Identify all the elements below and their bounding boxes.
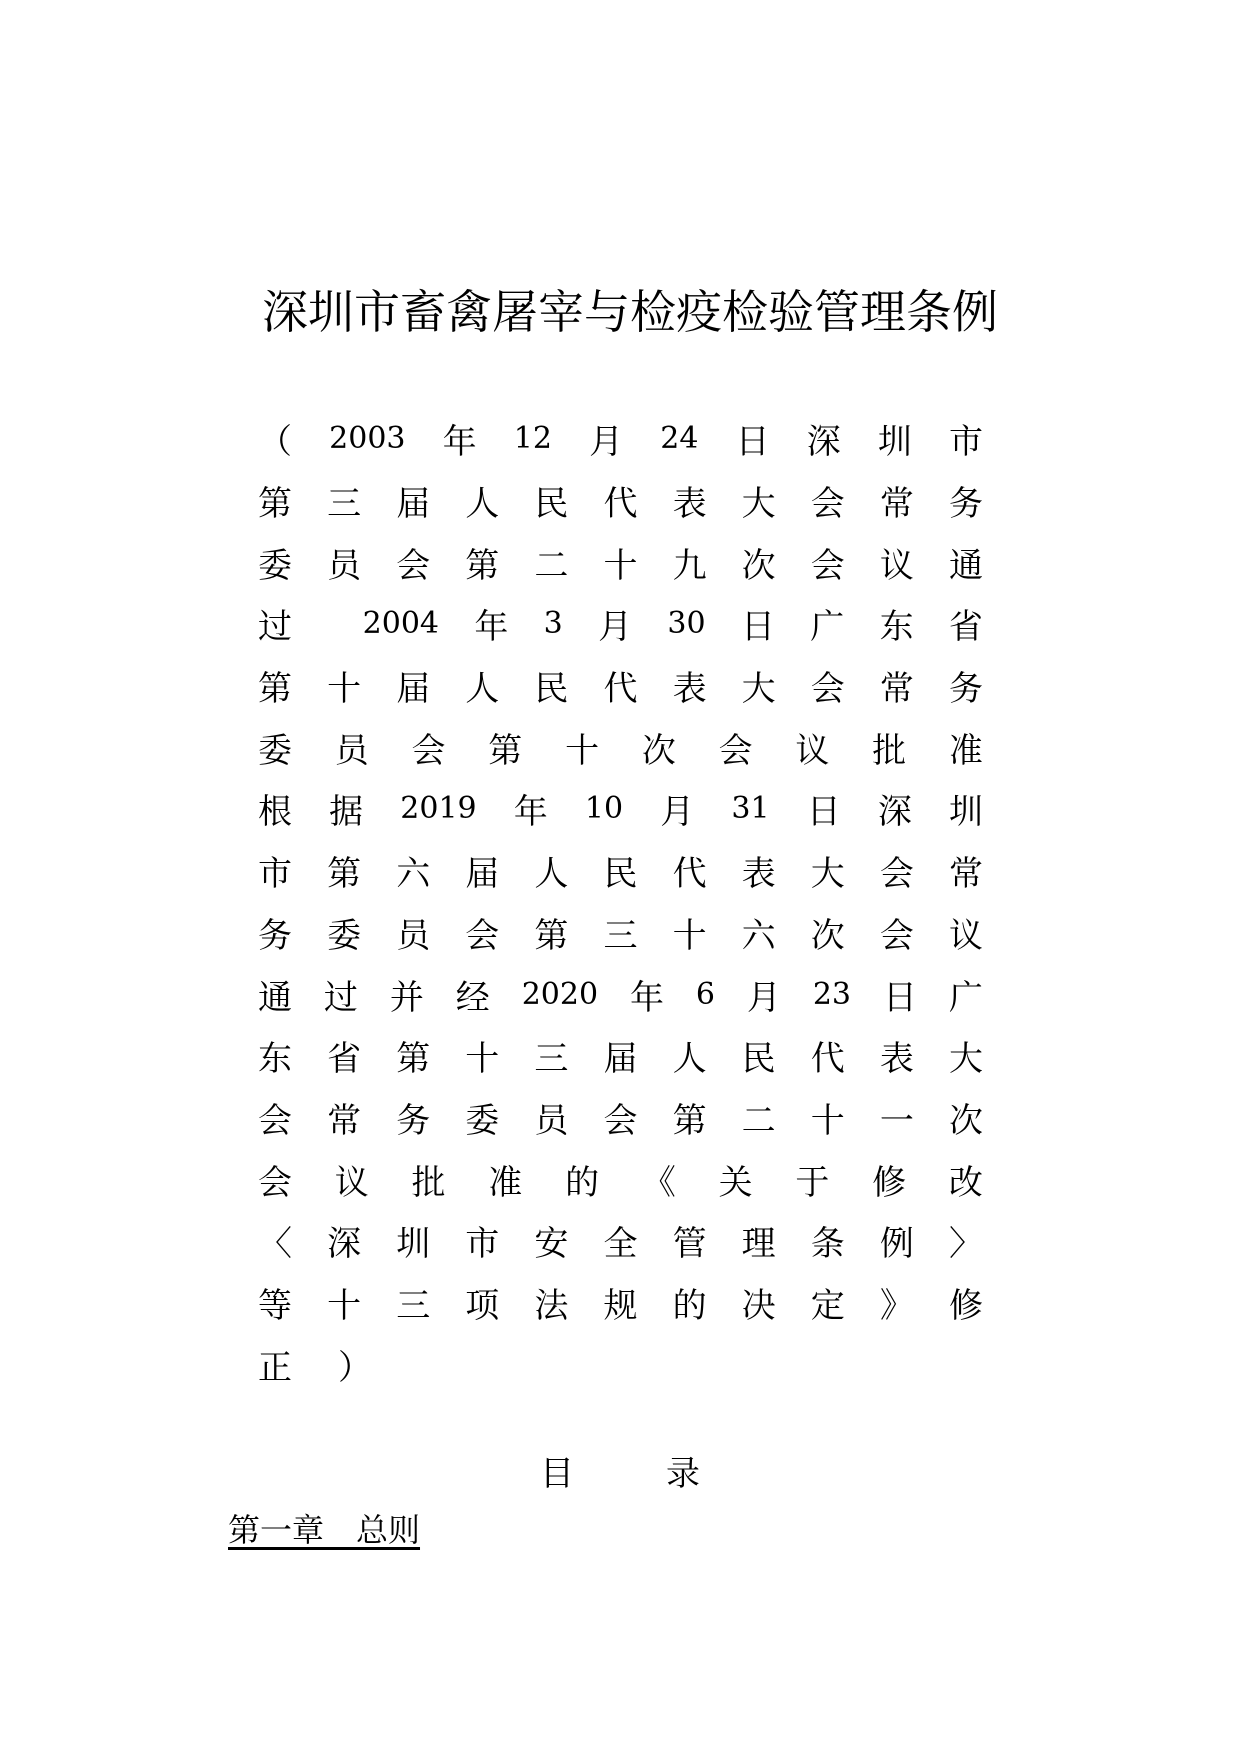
enactment-note-line	[258, 655, 983, 717]
enactment-note-token: 会	[879, 854, 914, 895]
enactment-note-token: 届	[396, 484, 431, 525]
enactment-note-token: 2020	[521, 976, 599, 1012]
enactment-note-token: 三	[534, 1039, 569, 1080]
enactment-note-token: 表	[741, 854, 776, 895]
enactment-note-token: 九	[672, 545, 707, 586]
enactment-note-token: 深	[806, 422, 841, 463]
enactment-note-token: 表	[672, 484, 707, 525]
enactment-note-token: 会	[879, 915, 914, 956]
enactment-note-token: 条	[810, 1224, 845, 1265]
enactment-note-token: 大	[810, 854, 845, 895]
enactment-note-token: 员	[327, 545, 362, 586]
enactment-note-token: 24	[660, 421, 699, 457]
toc-link-chapter-1[interactable]: 第一章 总则	[228, 1511, 421, 1549]
enactment-note-token: 根	[258, 792, 292, 833]
enactment-note-token: 一	[879, 1100, 914, 1141]
enactment-note-token: 市	[465, 1224, 500, 1265]
enactment-note-token: 月	[589, 422, 624, 463]
enactment-note-token: 会	[810, 545, 845, 586]
enactment-note-token: 广	[810, 607, 845, 648]
enactment-note-line	[258, 593, 983, 655]
enactment-note-token: 《	[641, 1162, 676, 1203]
enactment-note-token: 圳	[949, 792, 983, 833]
enactment-note-token: 的	[565, 1162, 600, 1203]
enactment-note-token: 会	[718, 730, 753, 771]
enactment-note-token: 议	[334, 1162, 369, 1203]
toc-heading	[540, 1452, 700, 1496]
enactment-note-token: 东	[258, 1039, 292, 1080]
enactment-note-token: 大	[741, 484, 776, 525]
enactment-note-token: 年	[474, 607, 509, 648]
enactment-note-token: 会	[810, 669, 845, 710]
enactment-note-token: 民	[534, 669, 569, 710]
enactment-note-token: 第	[327, 854, 362, 895]
enactment-note-token: 二	[741, 1100, 776, 1141]
enactment-note-token: 圳	[396, 1224, 431, 1265]
enactment-note-token: 代	[603, 669, 638, 710]
enactment-note-token: 常	[327, 1100, 362, 1141]
enactment-note-token: 于	[795, 1162, 830, 1203]
enactment-note-token: 12	[513, 421, 552, 457]
enactment-note-token: 十	[603, 545, 638, 586]
enactment-note-line	[258, 963, 983, 1025]
enactment-note-token: 议	[948, 915, 983, 956]
enactment-note-token: 十	[565, 730, 600, 771]
enactment-note-line	[258, 1148, 983, 1210]
enactment-note-token: 民	[534, 484, 569, 525]
enactment-note-token: 准	[948, 730, 983, 771]
enactment-note-token: 年	[629, 977, 664, 1018]
enactment-note-token: 表	[672, 669, 707, 710]
enactment-note-token: 月	[598, 607, 633, 648]
enactment-note-token: 批	[872, 730, 907, 771]
enactment-note-token: 会	[411, 730, 446, 771]
enactment-note-line	[258, 408, 983, 470]
enactment-note-token: 10	[584, 791, 624, 827]
enactment-note-line	[258, 902, 983, 964]
enactment-note-token: 日	[735, 422, 770, 463]
enactment-note-token: 市	[258, 854, 292, 895]
enactment-note-token: 二	[534, 545, 569, 586]
enactment-note-token: 代	[672, 854, 707, 895]
enactment-note-token: 人	[465, 669, 500, 710]
enactment-note-token: 届	[603, 1039, 638, 1080]
enactment-note-token: 第	[465, 545, 500, 586]
enactment-note-token: 31	[731, 791, 770, 827]
enactment-note-token: 市	[949, 422, 983, 463]
enactment-note-line	[258, 1087, 983, 1149]
enactment-note-token: 2004	[362, 606, 440, 642]
enactment-note-token: 务	[948, 669, 983, 710]
enactment-note-token: 日	[806, 792, 841, 833]
enactment-note-token: 六	[396, 854, 431, 895]
document-title: 深圳市畜禽屠宰与检疫检验管理条例	[262, 285, 998, 339]
enactment-note-token: 等	[258, 1285, 292, 1326]
enactment-note-token: 法	[534, 1285, 569, 1326]
enactment-note-token: 第	[672, 1100, 707, 1141]
enactment-note-token: 十	[810, 1100, 845, 1141]
toc-heading-char: 目	[540, 1454, 574, 1494]
enactment-note-line	[258, 1210, 983, 1272]
enactment-note-token: 关	[718, 1162, 753, 1203]
enactment-note-token: 常	[879, 484, 914, 525]
enactment-note-line	[258, 1333, 983, 1395]
enactment-note-token: 广	[948, 977, 983, 1018]
enactment-note-token: 会	[258, 1100, 292, 1141]
enactment-note-token: 十	[672, 915, 707, 956]
enactment-note-token: 理	[741, 1224, 776, 1265]
enactment-note-token: 的	[672, 1285, 707, 1326]
enactment-note-line	[258, 778, 983, 840]
enactment-note-token: 委	[258, 730, 292, 771]
enactment-note-token: 务	[396, 1100, 431, 1141]
enactment-note-token: 代	[603, 484, 638, 525]
enactment-note-token: 修	[872, 1162, 907, 1203]
enactment-note-token: 会	[810, 484, 845, 525]
enactment-note-token: 过	[323, 977, 358, 1018]
enactment-note-token: 月	[660, 792, 695, 833]
enactment-note-token: 通	[258, 977, 292, 1018]
enactment-note-token: 月	[746, 977, 781, 1018]
enactment-note-token: 第	[488, 730, 523, 771]
enactment-note-token: 务	[948, 484, 983, 525]
enactment-note-token: 大	[741, 669, 776, 710]
enactment-note-token: 正	[258, 1347, 292, 1388]
enactment-note-token: 省	[327, 1039, 362, 1080]
enactment-note-token: 过	[258, 607, 292, 648]
enactment-note-token: 常	[879, 669, 914, 710]
enactment-note-token: 〈	[258, 1224, 292, 1265]
enactment-note-token: 年	[442, 422, 477, 463]
enactment-note	[258, 408, 983, 1395]
enactment-note-token: 常	[948, 854, 983, 895]
enactment-note-token: 23	[812, 976, 852, 1012]
enactment-note-token: 会	[258, 1162, 292, 1203]
enactment-note-token: 东	[879, 607, 914, 648]
enactment-note-token: 日	[740, 607, 775, 648]
enactment-note-token: 全	[603, 1224, 638, 1265]
enactment-note-token: 委	[327, 915, 362, 956]
enactment-note-token: 十	[465, 1039, 500, 1080]
enactment-note-token: 民	[741, 1039, 776, 1080]
enactment-note-token: ）	[338, 1347, 372, 1388]
enactment-note-token: 十	[327, 1285, 362, 1326]
enactment-note-token: 十	[327, 669, 362, 710]
enactment-note-token: 议	[879, 545, 914, 586]
enactment-note-token: 规	[603, 1285, 638, 1326]
enactment-note-token: 安	[534, 1224, 569, 1265]
enactment-note-line	[258, 1272, 983, 1334]
enactment-note-token: 会	[396, 545, 431, 586]
enactment-note-token: 》	[879, 1285, 914, 1326]
enactment-note-token: 并	[389, 977, 424, 1018]
enactment-note-token: 第	[396, 1039, 431, 1080]
enactment-note-token: 届	[396, 669, 431, 710]
enactment-note-token: 〉	[948, 1224, 983, 1265]
enactment-note-token: 会	[603, 1100, 638, 1141]
enactment-note-token: 人	[672, 1039, 707, 1080]
enactment-note-token: 据	[329, 792, 364, 833]
enactment-note-line	[258, 531, 983, 593]
enactment-note-token: 三	[396, 1285, 431, 1326]
enactment-note-token: 修	[948, 1285, 983, 1326]
enactment-note-token: 日	[882, 977, 917, 1018]
enactment-note-token: 批	[411, 1162, 446, 1203]
enactment-note-token: 圳	[877, 422, 912, 463]
enactment-note-token: 员	[534, 1100, 569, 1141]
enactment-note-token: 次	[810, 915, 845, 956]
enactment-note-token: 30	[667, 606, 706, 642]
enactment-note-token: 表	[879, 1039, 914, 1080]
enactment-note-token: （	[258, 422, 292, 463]
enactment-note-token: 届	[465, 854, 500, 895]
enactment-note-token: 深	[327, 1224, 362, 1265]
enactment-note-token: 例	[879, 1224, 914, 1265]
enactment-note-token: 第	[534, 915, 569, 956]
enactment-note-token: 委	[258, 545, 292, 586]
enactment-note-token: 人	[465, 484, 500, 525]
enactment-note-token: 年	[513, 792, 548, 833]
enactment-note-token: 3	[543, 606, 563, 642]
enactment-note-token: 三	[603, 915, 638, 956]
enactment-note-token: 员	[396, 915, 431, 956]
enactment-note-token: 六	[741, 915, 776, 956]
enactment-note-token: 第	[258, 669, 292, 710]
enactment-note-token: 次	[741, 545, 776, 586]
enactment-note-token: 第	[258, 484, 292, 525]
enactment-note-token: 经	[455, 977, 490, 1018]
toc-heading-char: 录	[666, 1454, 700, 1494]
enactment-note-token: 代	[810, 1039, 845, 1080]
enactment-note-token: 委	[465, 1100, 500, 1141]
enactment-note-line	[258, 840, 983, 902]
enactment-note-token: 6	[695, 976, 715, 1012]
enactment-note-token: 项	[465, 1285, 500, 1326]
enactment-note-token: 深	[877, 792, 912, 833]
enactment-note-token: 定	[810, 1285, 845, 1326]
enactment-note-token: 民	[603, 854, 638, 895]
enactment-note-token: 人	[534, 854, 569, 895]
enactment-note-token: 大	[948, 1039, 983, 1080]
enactment-note-line	[258, 470, 983, 532]
enactment-note-token: 2003	[329, 421, 406, 457]
enactment-note-token: 通	[948, 545, 983, 586]
enactment-note-token: 次	[641, 730, 676, 771]
enactment-note-line	[258, 716, 983, 778]
enactment-note-token: 管	[672, 1224, 707, 1265]
enactment-note-token: 决	[741, 1285, 776, 1326]
enactment-note-token: 2019	[400, 791, 477, 827]
enactment-note-token: 会	[465, 915, 500, 956]
enactment-note-line	[258, 1025, 983, 1087]
enactment-note-token: 务	[258, 915, 292, 956]
enactment-note-token: 三	[327, 484, 362, 525]
enactment-note-token: 员	[334, 730, 369, 771]
enactment-note-token: 次	[948, 1100, 983, 1141]
enactment-note-token: 议	[795, 730, 830, 771]
enactment-note-token: 省	[948, 607, 983, 648]
enactment-note-token: 准	[488, 1162, 523, 1203]
enactment-note-token: 改	[948, 1162, 983, 1203]
